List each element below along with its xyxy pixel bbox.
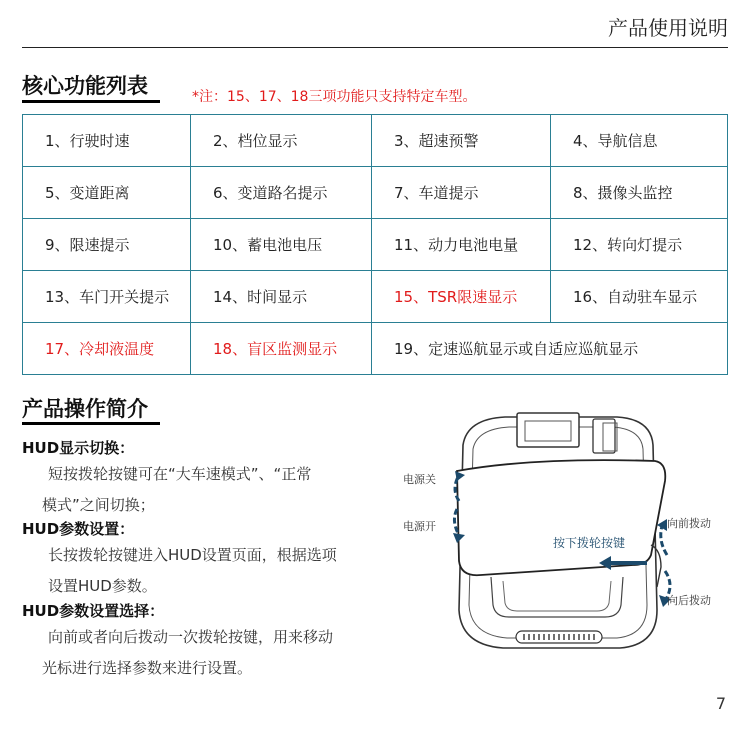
feature-cell: 1、行驶时速 xyxy=(23,115,191,167)
operation-paragraph xyxy=(22,540,372,602)
feature-cell-highlight: 17、冷却液温度 xyxy=(23,323,191,375)
paragraph-line: 短按拨轮按键可在“大车速模式”、“正常 xyxy=(48,465,312,483)
feature-table xyxy=(22,114,728,375)
features-section-title: 核心功能列表 xyxy=(22,74,148,98)
feature-cell: 4、导航信息 xyxy=(551,115,728,167)
feature-cell: 10、蓄电池电压 xyxy=(191,219,372,271)
press-wheel-label: 按下拨轮按键 xyxy=(553,536,626,550)
operation-heading: HUD显示切换： xyxy=(22,439,135,457)
operation-heading: HUD参数设置选择： xyxy=(22,602,165,620)
table-row xyxy=(23,323,728,375)
feature-cell: 12、转向灯提示 xyxy=(551,219,728,271)
feature-cell: 5、变道距离 xyxy=(23,167,191,219)
feature-cell: 19、定速巡航显示或自适应巡航显示 xyxy=(372,323,728,375)
feature-note: *注：15、17、18三项功能只支持特定车型。 xyxy=(192,89,477,105)
scroll-backward-label: 向后拨动 xyxy=(667,594,711,607)
power-off-label: 电源关 xyxy=(403,473,436,486)
feature-cell: 6、变道路名提示 xyxy=(191,167,372,219)
feature-cell-highlight: 15、TSR限速显示 xyxy=(372,271,551,323)
feature-cell: 11、动力电池电量 xyxy=(372,219,551,271)
features-title-underline xyxy=(22,100,160,103)
operation-paragraph xyxy=(22,622,372,684)
table-row xyxy=(23,219,728,271)
operation-section-title: 产品操作简介 xyxy=(22,397,148,421)
paragraph-line: 模式”之间切换； xyxy=(42,496,155,514)
feature-cell-highlight: 18、盲区监测显示 xyxy=(191,323,372,375)
feature-cell: 13、车门开关提示 xyxy=(23,271,191,323)
operation-heading: HUD参数设置： xyxy=(22,520,135,538)
table-row xyxy=(23,167,728,219)
feature-cell: 14、时间显示 xyxy=(191,271,372,323)
page-number: 7 xyxy=(715,694,726,713)
feature-cell: 3、超速预警 xyxy=(372,115,551,167)
feature-cell: 2、档位显示 xyxy=(191,115,372,167)
feature-cell: 16、自动驻车显示 xyxy=(551,271,728,323)
scroll-forward-label: 向前拨动 xyxy=(667,517,711,530)
paragraph-line: 长按拨轮按键进入HUD设置页面，根据选项 xyxy=(48,546,337,564)
operation-paragraph xyxy=(22,459,372,521)
feature-cell: 7、车道提示 xyxy=(372,167,551,219)
header-rule xyxy=(22,47,728,48)
paragraph-line: 向前或者向后拨动一次拨轮按键，用来移动 xyxy=(48,628,334,646)
power-on-label: 电源开 xyxy=(403,520,436,533)
feature-cell: 9、限速提示 xyxy=(23,219,191,271)
paragraph-line: 设置HUD参数。 xyxy=(48,577,157,595)
table-row xyxy=(23,115,728,167)
operation-title-underline xyxy=(22,422,160,425)
paragraph-line: 光标进行选择参数来进行设置。 xyxy=(42,659,253,677)
hud-device-diagram xyxy=(395,405,730,665)
feature-cell: 8、摄像头监控 xyxy=(551,167,728,219)
page-header-title: 产品使用说明 xyxy=(608,16,728,40)
table-row xyxy=(23,271,728,323)
